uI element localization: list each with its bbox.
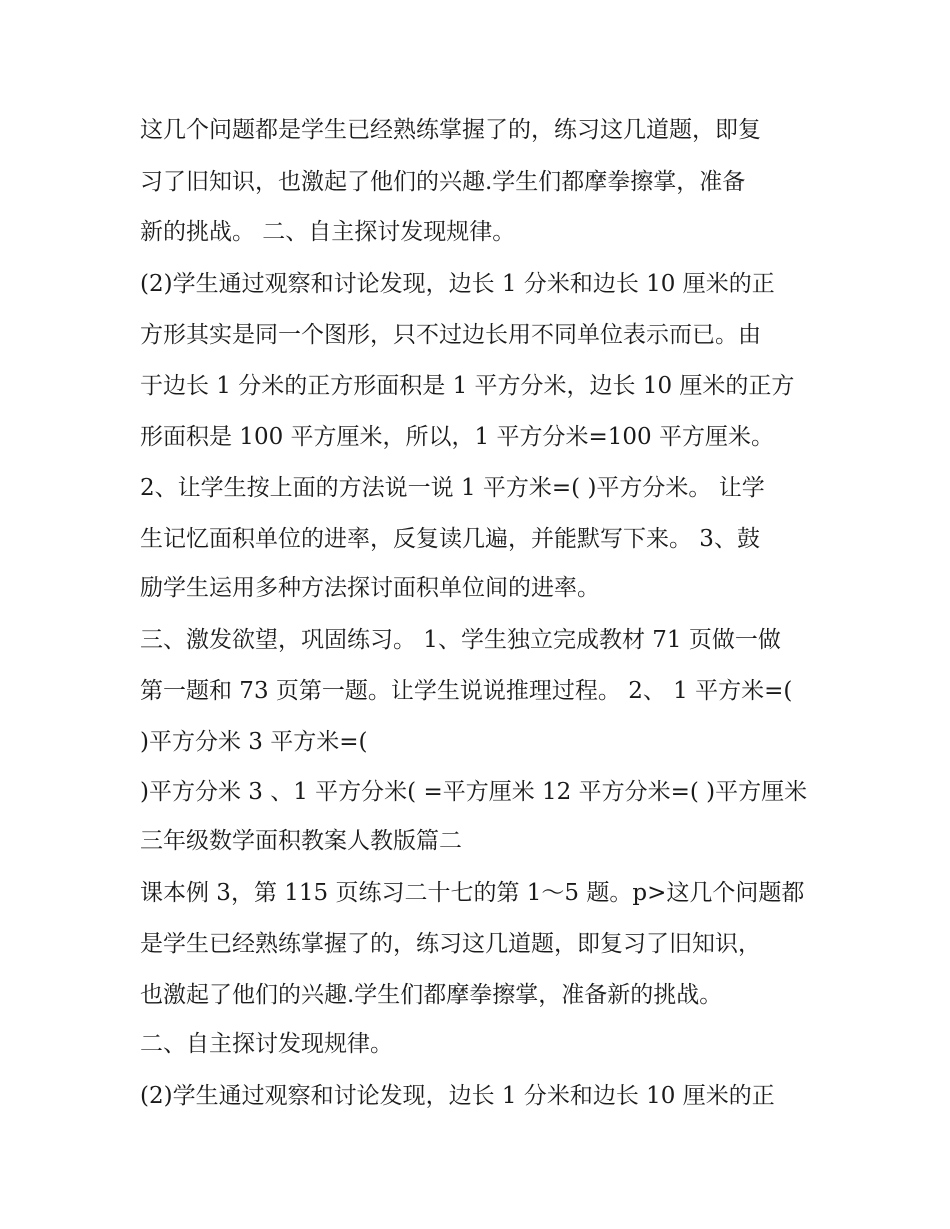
text-line: 方形其实是同一个图形，只不过边长用不同单位表示而已。由 xyxy=(140,322,761,348)
text-line: 于边长 1 分米的正方形面积是 1 平方分米，边长 10 厘米的正方 xyxy=(140,373,795,399)
text-line: 这几个问题都是学生已经熟练掌握了的，练习这几道题，即复 xyxy=(140,117,761,143)
text-line: (2)学生通过观察和讨论发现，边长 1 分米和边长 10 厘米的正 xyxy=(140,1083,775,1109)
text-line: 生记忆面积单位的进率，反复读几遍，并能默写下来。 3、鼓 xyxy=(140,526,760,552)
text-line: )平方分米 3 平方米=( xyxy=(140,729,368,755)
text-line: 形面积是 100 平方厘米，所以，1 平方分米=100 平方厘米。 xyxy=(140,424,774,450)
text-line: 习了旧知识，也激起了他们的兴趣.学生们都摩拳擦掌，准备 xyxy=(140,169,746,195)
text-line: 新的挑战。 二、自主探讨发现规律。 xyxy=(140,219,516,245)
text-line: 2、让学生按上面的方法说一说 1 平方米=( )平方分米。 让学 xyxy=(140,475,765,501)
text-line: )平方分米 3 、1 平方分米( =平方厘米 12 平方分米=( )平方厘米 xyxy=(140,779,808,805)
text-line: (2)学生通过观察和讨论发现，边长 1 分米和边长 10 厘米的正 xyxy=(140,271,775,297)
text-line: 励学生运用多种方法探讨面积单位间的进率。 xyxy=(140,575,600,601)
text-line: 也激起了他们的兴趣.学生们都摩拳擦掌，准备新的挑战。 xyxy=(140,982,723,1008)
text-line: 三、激发欲望，巩固练习。 1、学生独立完成教材 71 页做一做 xyxy=(140,627,781,653)
section-heading: 三年级数学面积教案人教版篇二 xyxy=(140,828,462,854)
text-line: 是学生已经熟练掌握了的，练习这几道题，即复习了旧知识， xyxy=(140,931,761,957)
text-line: 二、自主探讨发现规律。 xyxy=(140,1031,393,1057)
text-line: 第一题和 73 页第一题。让学生说说推理过程。 2、 1 平方米=( xyxy=(140,678,793,704)
text-line: 课本例 3，第 115 页练习二十七的第 1～5 题。p>这几个问题都 xyxy=(140,880,805,906)
